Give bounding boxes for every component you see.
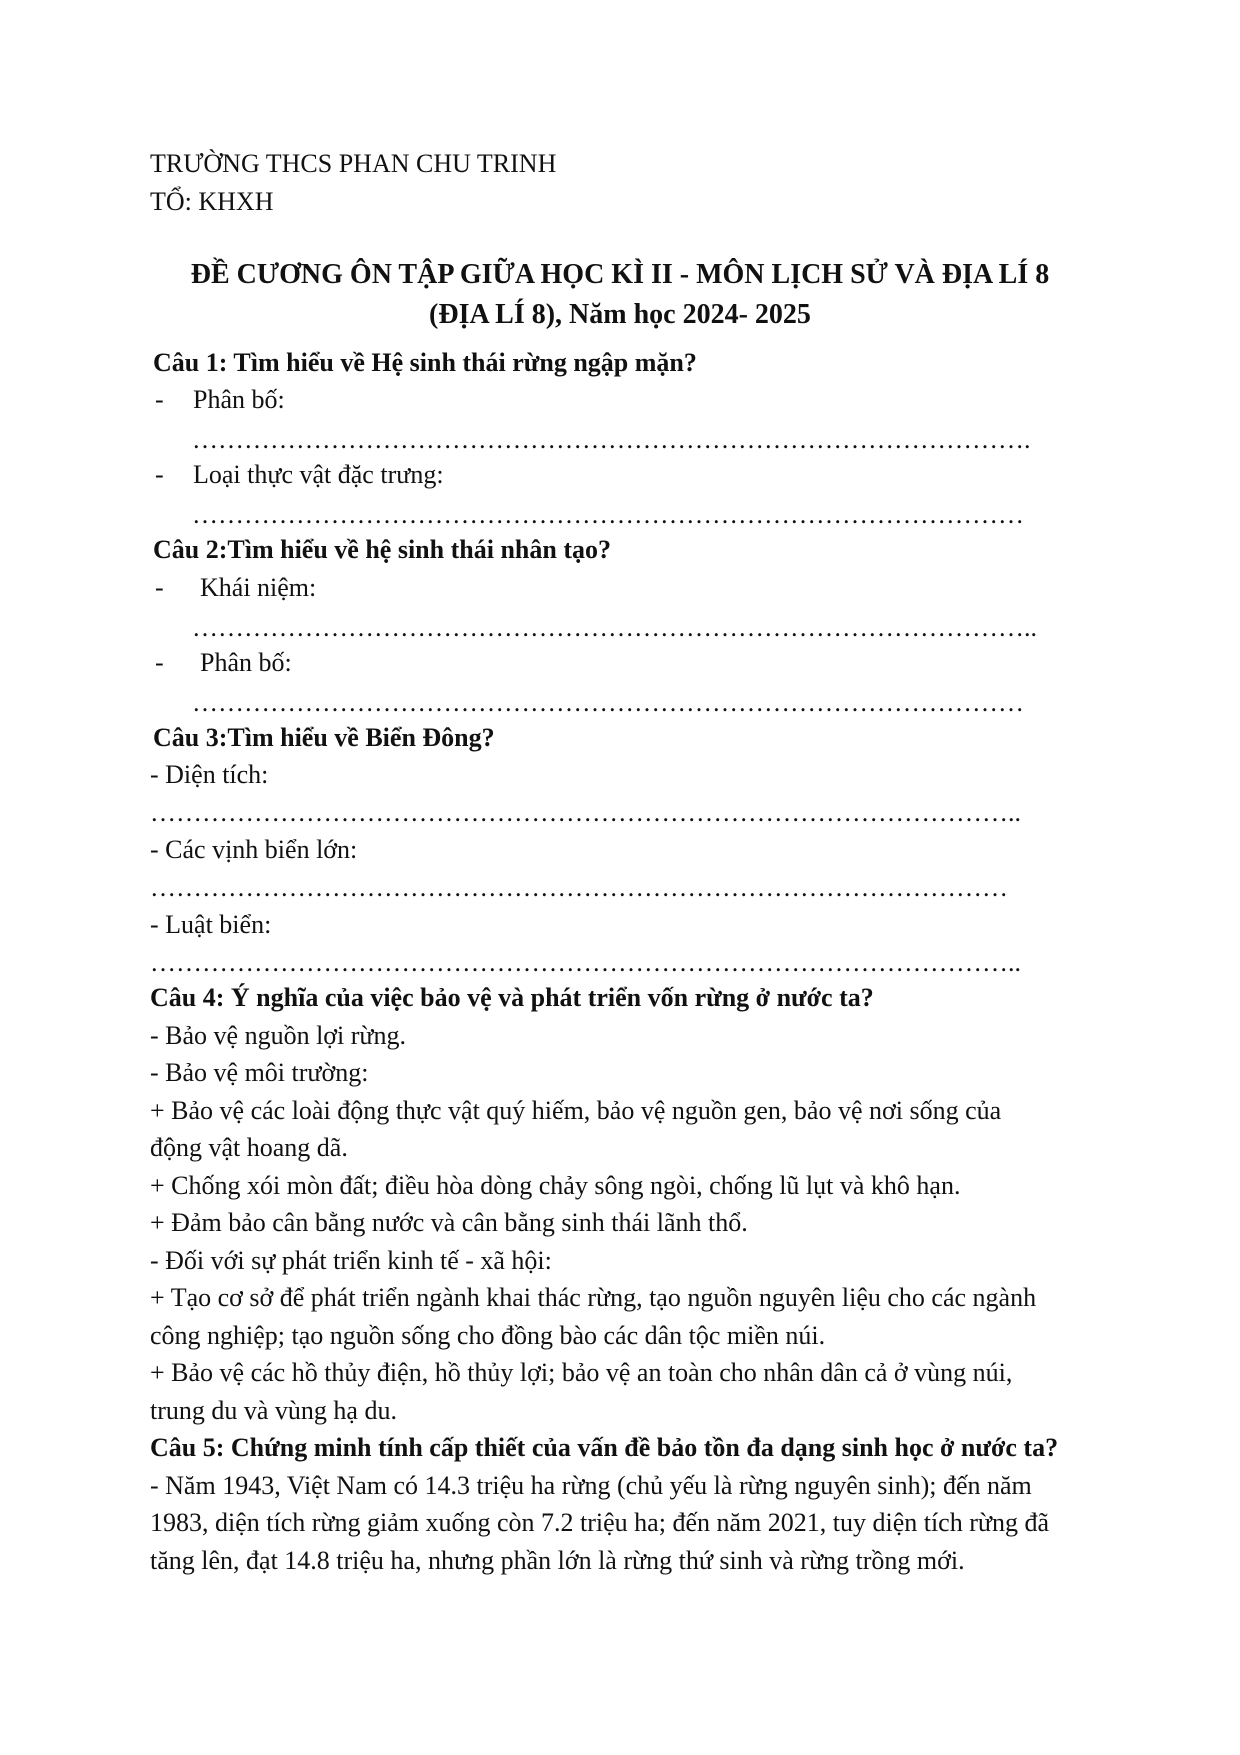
- question-4-line: - Đối với sự phát triển kinh tế - xã hội:: [150, 1246, 552, 1275]
- dash-marker: -: [155, 648, 164, 677]
- question-4-heading: Câu 4: Ý nghĩa của việc bảo vệ và phát triển vốn rừng ở nước ta?: [150, 983, 874, 1012]
- question-4-line: + Bảo vệ các hồ thủy điện, hồ thủy lợi; bảo vệ an toàn cho nhân dân cả ở vùng núi,: [150, 1358, 1013, 1387]
- question-1-answer-line-1: …………………………………………………………………………………….: [192, 425, 1031, 454]
- question-4-line: trung du và vùng hạ du.: [150, 1396, 397, 1425]
- question-5-heading: Câu 5: Chứng minh tính cấp thiết của vấn đề bảo tồn đa dạng sinh học ở nước ta?: [150, 1433, 1059, 1462]
- question-1-item-2: [155, 457, 444, 493]
- question-1-item-1-label: Phân bố:: [193, 385, 285, 414]
- question-3-item-1-label: - Diện tích:: [150, 760, 269, 789]
- question-4-line: - Bảo vệ nguồn lợi rừng.: [150, 1021, 407, 1050]
- question-2-answer-line-1: ……………………………………………………………………………………..: [192, 613, 1037, 642]
- dash-marker: -: [155, 573, 164, 602]
- question-5-line: 1983, diện tích rừng giảm xuống còn 7.2 triệu ha; đến năm 2021, tuy diện tích rừng đã: [150, 1508, 1050, 1537]
- question-2-heading: Câu 2:Tìm hiểu về hệ sinh thái nhân tạo?: [153, 535, 611, 564]
- question-4-line: + Đảm bảo cân bằng nước và cân bằng sinh thái lãnh thổ.: [150, 1208, 748, 1237]
- question-2-answer-line-2: ……………………………………………………………………………………: [192, 688, 1024, 717]
- question-1-item-2-label: Loại thực vật đặc trưng:: [193, 460, 444, 489]
- department-name: TỔ: KHXH: [150, 187, 274, 216]
- question-5-line: tăng lên, đạt 14.8 triệu ha, nhưng phần lớn là rừng thứ sinh và rừng trồng mới.: [150, 1546, 965, 1575]
- question-5-line: - Năm 1943, Việt Nam có 14.3 triệu ha rừng (chủ yếu là rừng nguyên sinh); đến năm: [150, 1471, 1032, 1500]
- question-2-item-1-label: Khái niệm:: [200, 573, 317, 602]
- question-4-line: + Chống xói mòn đất; điều hòa dòng chảy sông ngòi, chống lũ lụt và khô hạn.: [150, 1171, 961, 1200]
- question-4-line: công nghiệp; tạo nguồn sống cho đồng bào các dân tộc miền núi.: [150, 1321, 826, 1350]
- question-1-heading: Câu 1: Tìm hiểu về Hệ sinh thái rừng ngập mặn?: [153, 348, 697, 377]
- dash-marker: -: [155, 460, 164, 489]
- question-4-line: động vật hoang dã.: [150, 1133, 348, 1162]
- question-2-item-2: [155, 645, 292, 681]
- question-3-answer-line-3: ………………………………………………………………………………………..: [150, 948, 1021, 977]
- question-3-answer-line-1: ………………………………………………………………………………………..: [150, 798, 1021, 827]
- question-3-item-3-label: - Luật biển:: [150, 910, 272, 939]
- document-title-line2: (ĐỊA LÍ 8), Năm học 2024- 2025: [429, 299, 811, 330]
- question-2-item-1: [155, 570, 316, 606]
- document-title-line1: ĐỀ CƯƠNG ÔN TẬP GIỮA HỌC KÌ II - MÔN LỊCH SỬ VÀ ĐỊA LÍ 8: [190, 259, 1050, 290]
- dash-marker: -: [155, 385, 164, 414]
- question-4-line: + Tạo cơ sở để phát triển ngành khai thác rừng, tạo nguồn nguyên liệu cho các ngành: [150, 1283, 1037, 1312]
- question-4-line: - Bảo vệ môi trường:: [150, 1058, 369, 1087]
- school-name: TRƯỜNG THCS PHAN CHU TRINH: [150, 149, 557, 178]
- question-3-heading: Câu 3:Tìm hiểu về Biển Đông?: [153, 723, 495, 752]
- question-2-item-2-label: Phân bố:: [200, 648, 292, 677]
- question-1-item-1: [155, 382, 285, 418]
- question-1-answer-line-2: ……………………………………………………………………………………: [192, 500, 1024, 529]
- question-3-item-2-label: - Các vịnh biển lớn:: [150, 835, 358, 864]
- question-4-line: + Bảo vệ các loài động thực vật quý hiếm, bảo vệ nguồn gen, bảo vệ nơi sống của: [150, 1096, 1002, 1125]
- question-3-answer-line-2: ………………………………………………………………………………………: [150, 873, 1008, 902]
